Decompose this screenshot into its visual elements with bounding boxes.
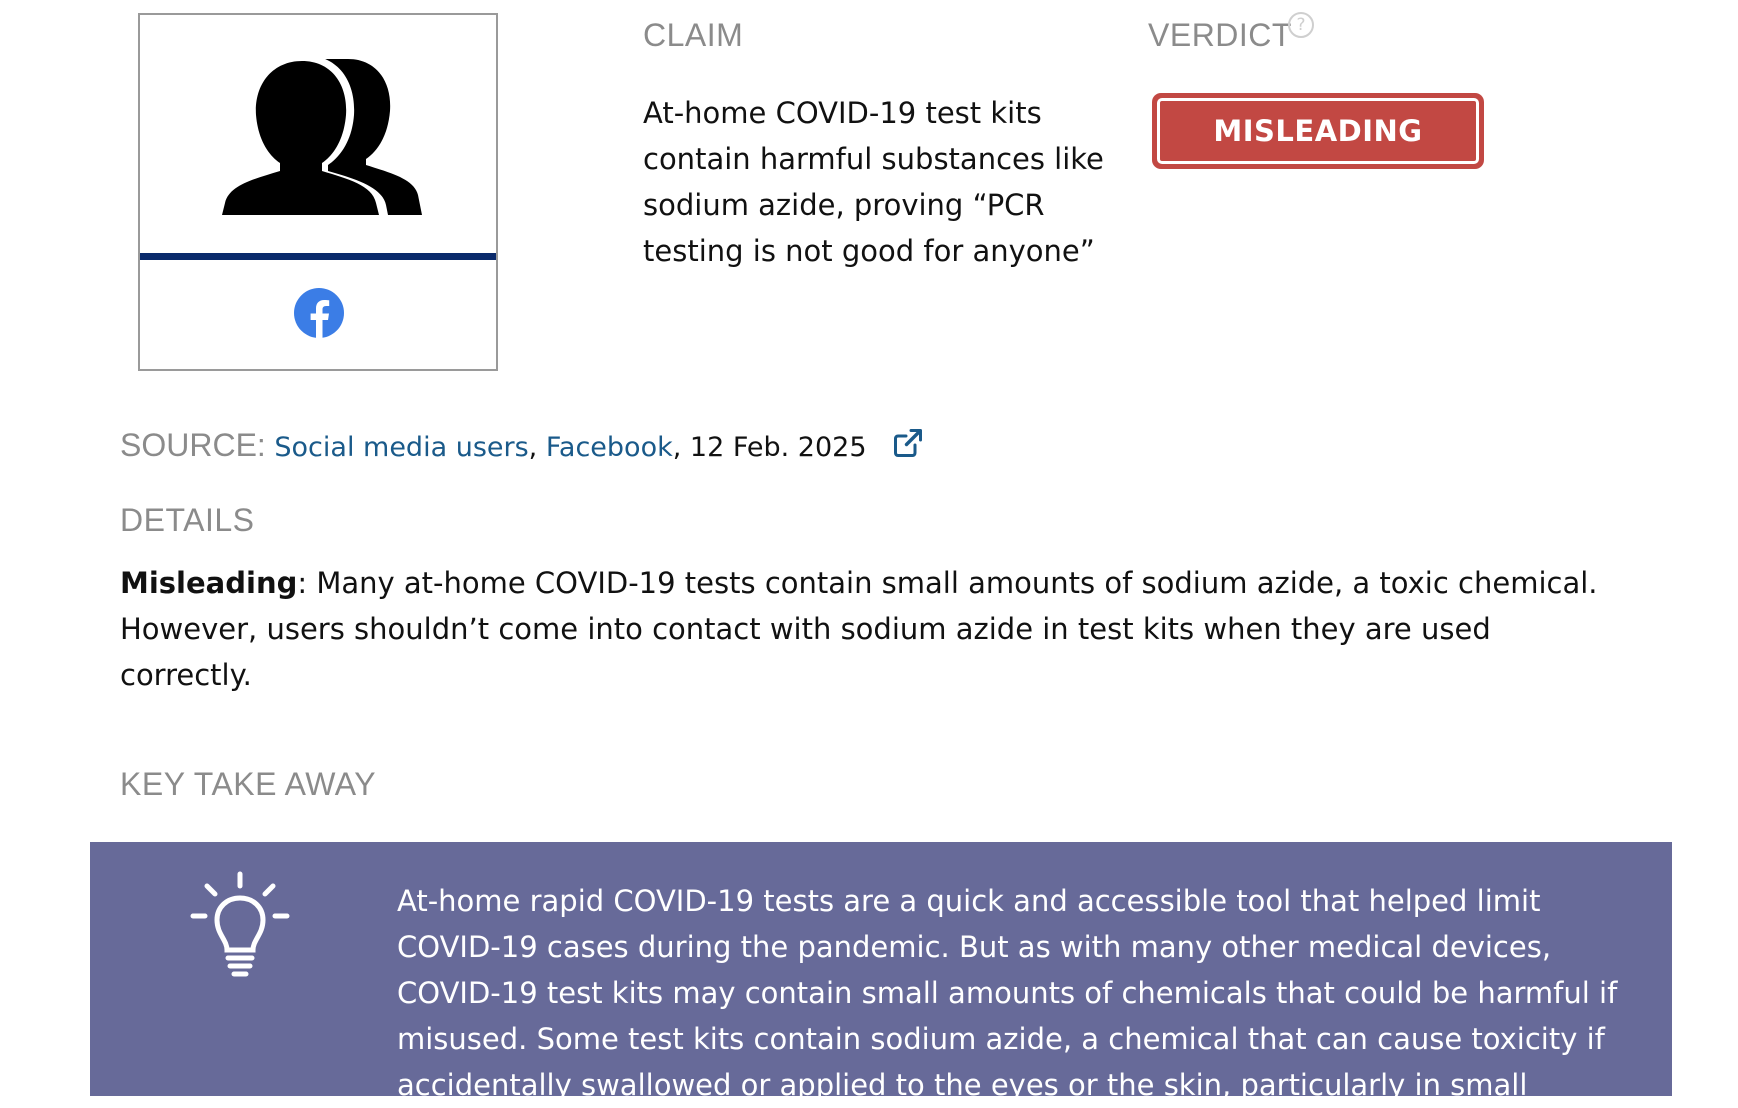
help-icon[interactable]: ? — [1288, 12, 1314, 38]
claim-text: At-home COVID-19 test kits contain harmful substances like sodium azide, proving “PCR testing is not good for anyone” — [643, 96, 1104, 268]
details-label: DETAILS — [120, 502, 255, 538]
source-separator: , — [528, 432, 538, 463]
external-link-icon[interactable] — [893, 428, 923, 458]
source-platform-link[interactable]: Facebook — [545, 432, 673, 463]
card-divider — [140, 253, 496, 260]
lightbulb-icon — [185, 870, 295, 980]
verdict-value: MISLEADING — [1157, 98, 1479, 164]
details-text — [120, 560, 1620, 698]
source-author-link[interactable]: Social media users — [274, 432, 529, 463]
details-body: : Many at-home COVID-19 tests contain small amounts of sodium azide, a toxic chemical. However, users shouldn’t come into contact with sodium azide in test kits when they are used correctly. — [120, 566, 1598, 692]
users-icon — [216, 55, 426, 215]
source-card — [138, 13, 498, 371]
facebook-icon[interactable] — [293, 287, 345, 339]
key-take-away-text: At-home rapid COVID-19 tests are a quick and accessible tool that helped limit COVID-19 cases during the pandemic. But as with many other medical devices, COVID-19 test kits may contain small amounts of chemicals that could be harmful if misused. Some test kits contain sodium azide, a chemical that can cause toxicity if accidentally swallowed or applied to the eyes or the skin, particularly in small — [397, 884, 1618, 1102]
claim-label: CLAIM — [643, 17, 744, 53]
details-verdict-word: Misleading — [120, 566, 298, 600]
key-take-away-box — [90, 842, 1672, 1102]
verdict-badge — [1152, 93, 1484, 169]
source-date: , 12 Feb. 2025 — [672, 432, 867, 463]
source-label: SOURCE: — [120, 427, 266, 463]
verdict-label: VERDICT — [1148, 17, 1292, 53]
source-line — [120, 425, 923, 468]
key-take-away-label: KEY TAKE AWAY — [120, 766, 377, 802]
